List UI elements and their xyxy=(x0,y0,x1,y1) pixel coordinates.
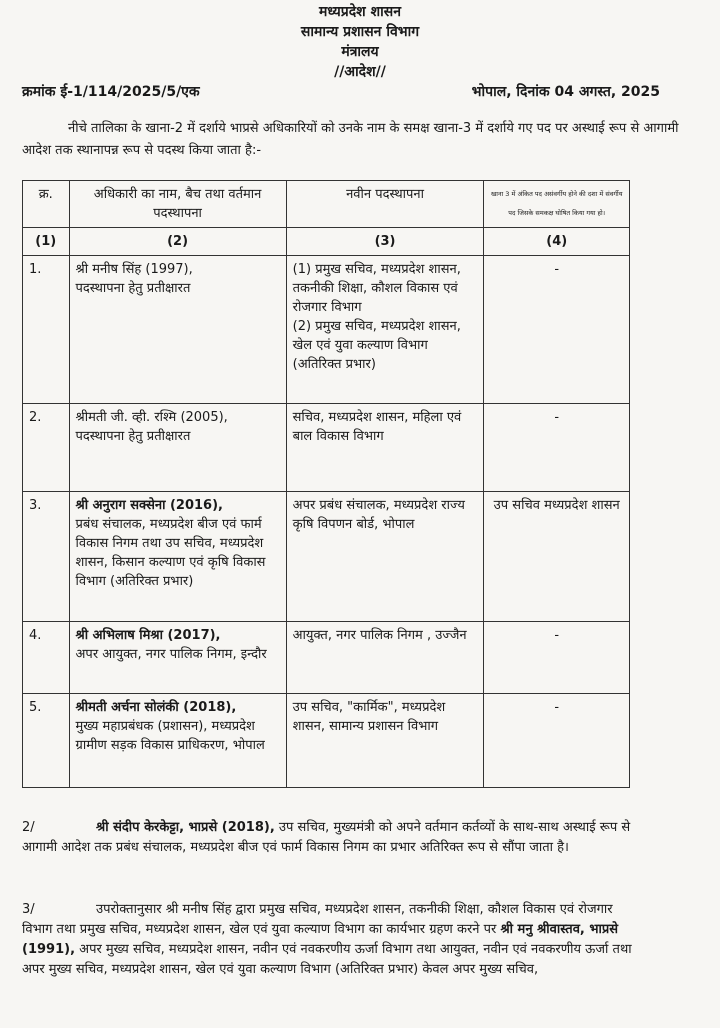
paragraph-3 xyxy=(22,900,642,980)
row-new-posting: सचिव, मध्यप्रदेश शासन, महिला एवं बाल विकास विभाग xyxy=(286,404,484,492)
table-row xyxy=(23,492,630,622)
paragraph-number: 2/ xyxy=(22,820,35,835)
table-row xyxy=(23,256,630,404)
row-officer xyxy=(69,694,286,788)
officer-current: प्रबंध संचालक, मध्यप्रदेश बीज एवं फार्म विकास निगम तथा उप सचिव, मध्यप्रदेश शासन, किसान कल्याण एवं कृषि विकास विभाग (अतिरिक्त प्रभार) xyxy=(75,517,266,589)
new-posting-1: (1) प्रमुख सचिव, मध्यप्रदेश शासन, तकनीकी शिक्षा, कौशल विकास एवं रोजगार विभाग xyxy=(292,262,461,315)
table-row xyxy=(23,404,630,492)
paragraph-text: उप सचिव, मुख्यमंत्री को अपने वर्तमान कर्तव्यों के साथ-साथ अस्थाई रूप से आगामी आदेश तक प्रबंध संचालक, मध्यप्रदेश बीज एवं फार्म विकास निगम का प्रभार अतिरिक्त रूप से सौंपा जाता है। xyxy=(22,820,631,855)
header-line-1: मध्यप्रदेश शासन xyxy=(319,4,401,20)
row-officer xyxy=(69,256,286,404)
col-number: (1) xyxy=(23,228,70,256)
header-line-3: मंत्रालय xyxy=(341,44,379,60)
officer-name: श्री अनुराग सक्सेना (2016), xyxy=(75,498,223,513)
officer-name-bold: श्री संदीप केरकेट्टा, भाप्रसे (2018), xyxy=(96,820,275,835)
row-sno: 1. xyxy=(23,256,70,404)
officer-name: श्रीमती जी. व्ही. रश्मि (2005), xyxy=(75,410,228,425)
table-header-row xyxy=(23,181,630,228)
header-sno: क्र. xyxy=(23,181,70,228)
row-equivalent: उप सचिव मध्यप्रदेश शासन xyxy=(484,492,630,622)
col-number: (2) xyxy=(69,228,286,256)
row-officer xyxy=(69,622,286,694)
col-number: (4) xyxy=(484,228,630,256)
row-sno: 5. xyxy=(23,694,70,788)
row-new-posting: आयुक्त, नगर पालिक निगम , उज्जैन xyxy=(286,622,484,694)
posting-table xyxy=(22,180,630,788)
row-equivalent: - xyxy=(484,694,630,788)
intro-paragraph: नीचे तालिका के खाना-2 में दर्शाये भाप्रसे अधिकारियों को उनके नाम के समक्ष खाना-3 में दर्शाये गए पद पर अस्थाई रूप से आगामी आदेश तक स्थानापन्न रूप से पदस्थ किया जाता है:- xyxy=(22,121,679,158)
row-equivalent: - xyxy=(484,404,630,492)
row-equivalent: - xyxy=(484,256,630,404)
row-new-posting xyxy=(286,256,484,404)
col-number: (3) xyxy=(286,228,484,256)
order-number: क्रमांक ई-1/114/2025/5/एक xyxy=(22,84,200,100)
row-equivalent: - xyxy=(484,622,630,694)
officer-name: श्री मनीष सिंह (1997), xyxy=(75,262,193,277)
paragraph-number: 3/ xyxy=(22,902,35,917)
officer-current: मुख्य महाप्रबंधक (प्रशासन), मध्यप्रदेश ग्रामीण सड़क विकास प्राधिकरण, भोपाल xyxy=(75,719,265,753)
row-sno: 4. xyxy=(23,622,70,694)
paragraph-text: उपरोक्तानुसार श्री मनीष सिंह द्वारा प्रमुख सचिव, मध्यप्रदेश शासन, तकनीकी शिक्षा, कौशल विकास एवं रोजगार विभाग तथा प्रमुख सचिव, मध्यप्रदेश शासन, खेल एवं युवा कल्याण विभाग का कार्यभार ग्रहण करने पर xyxy=(22,902,613,937)
table-row xyxy=(23,622,630,694)
header-officer: अधिकारी का नाम, बैच तथा वर्तमान पदस्थापना xyxy=(69,181,286,228)
row-officer xyxy=(69,404,286,492)
paragraph-text: अपर मुख्य सचिव, मध्यप्रदेश शासन, नवीन एवं नवकरणीय ऊर्जा विभाग तथा आयुक्त, नवीन एवं नवकरणीय ऊर्जा तथा अपर मुख्य सचिव, मध्यप्रदेश शासन, खेल एवं युवा कल्याण विभाग (अतिरिक्त प्रभार) केवल अपर मुख्य सचिव, xyxy=(22,942,632,977)
header-new-posting: नवीन पदस्थापना xyxy=(286,181,484,228)
officer-name: श्रीमती अर्चना सोलंकी (2018), xyxy=(75,700,237,715)
order-place-date: भोपाल, दिनांक 04 अगस्त, 2025 xyxy=(471,84,660,100)
officer-current: पदस्थापना हेतु प्रतीक्षारत xyxy=(75,281,191,296)
row-sno: 2. xyxy=(23,404,70,492)
row-officer xyxy=(69,492,286,622)
officer-current: अपर आयुक्त, नगर पालिक निगम, इन्दौर xyxy=(75,647,267,662)
new-posting-2: (2) प्रमुख सचिव, मध्यप्रदेश शासन, खेल एवं युवा कल्याण विभाग (अतिरिक्त प्रभार) xyxy=(292,319,461,372)
officer-name-bold: श्री मनु श्रीवास्तव, भाप्रसे (1991), xyxy=(22,922,619,957)
officer-current: पदस्थापना हेतु प्रतीक्षारत xyxy=(75,429,191,444)
table-number-row xyxy=(23,228,630,256)
order-title: //आदेश// xyxy=(334,64,386,80)
table-row xyxy=(23,694,630,788)
officer-name: श्री अभिलाष मिश्रा (2017), xyxy=(75,628,221,643)
paragraph-2 xyxy=(22,818,642,858)
header-equivalent: खाना 3 में अंकित पद असंवर्गीय होने की दशा में संवर्गीय पद जिसके समकक्ष घोषित किया गया हो। xyxy=(484,181,630,228)
row-new-posting: अपर प्रबंध संचालक, मध्यप्रदेश राज्य कृषि विपणन बोर्ड, भोपाल xyxy=(286,492,484,622)
row-new-posting: उप सचिव, "कार्मिक", मध्यप्रदेश शासन, सामान्य प्रशासन विभाग xyxy=(286,694,484,788)
header-line-2: सामान्य प्रशासन विभाग xyxy=(300,24,420,40)
row-sno: 3. xyxy=(23,492,70,622)
